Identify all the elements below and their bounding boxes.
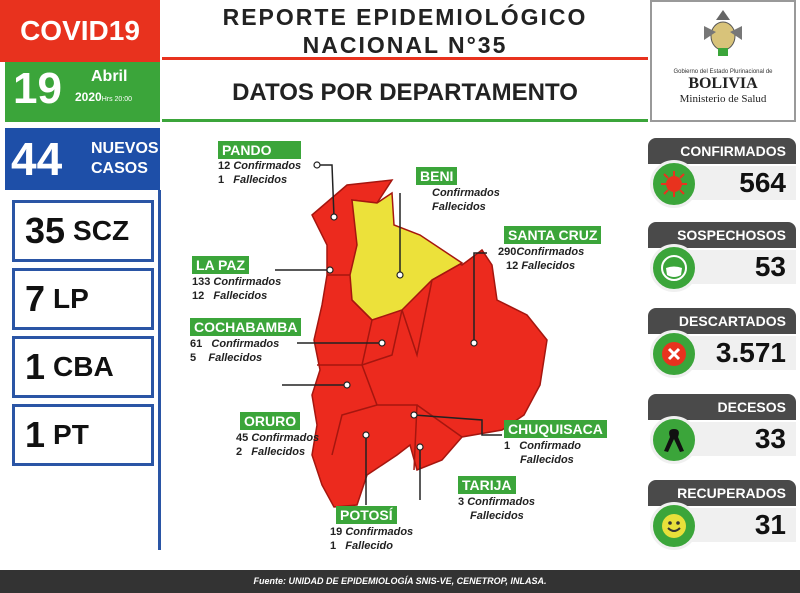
covid-label: COVID19 — [20, 15, 140, 46]
dept-name: POTOSÍ — [336, 506, 397, 524]
dept-name: COCHABAMBA — [190, 318, 301, 336]
dept-label-chuquisaca: CHUQUISACA 1 Confirmado Fallecidos — [504, 420, 607, 467]
date-day: 19 — [13, 64, 62, 113]
dept-case-box — [12, 200, 154, 262]
report-subtitle: DATOS POR DEPARTAMENTO — [162, 64, 648, 122]
stat-header-recovered: RECUPERADOS — [648, 480, 796, 506]
stat-value-deaths: 33 — [690, 422, 796, 456]
stat-header-deaths: DECESOS — [648, 394, 796, 420]
date-month: Abril — [91, 68, 128, 85]
title-line2: NACIONAL N°35 — [302, 32, 508, 58]
dept-case-code: SCZ — [73, 215, 130, 246]
dept-case-count: 1 — [25, 346, 46, 387]
dept-label-pando: PANDO 12 Confirmados 1 Fallecidos — [218, 142, 302, 186]
dept-case-count: 1 — [25, 414, 46, 455]
dept-case-code: LP — [53, 283, 89, 314]
logo-ministry: Ministerio de Salud — [679, 93, 767, 105]
leader-dot — [379, 340, 385, 346]
dept-name: PANDO — [218, 141, 301, 159]
virus-icon — [650, 160, 698, 208]
report-title — [162, 0, 648, 60]
logo-caption: Gobierno del Estado Plurinacional de — [673, 69, 773, 75]
dept-label-potosi: POTOSÍ 19 Confirmados 1 Fallecido — [330, 507, 414, 552]
leader-dot — [344, 382, 350, 388]
covid-banner — [0, 0, 160, 62]
title-line1: REPORTE EPIDEMIOLÓGICO — [222, 4, 588, 30]
stat-value-confirmed: 564 — [690, 166, 796, 200]
mourning-ribbon-icon — [650, 416, 698, 464]
smile-icon — [650, 502, 698, 550]
mask-face-icon — [650, 244, 698, 292]
dept-name: TARIJA — [458, 476, 516, 494]
leader-dot — [331, 214, 337, 220]
dept-name: LA PAZ — [192, 256, 249, 274]
dept-label-oruro: ORURO 45 Confirmados 2 Fallecidos — [236, 413, 320, 458]
leader-dot — [471, 340, 477, 346]
dept-case-code: PT — [53, 419, 89, 450]
date-panel — [5, 62, 160, 122]
source-footer: Fuente: UNIDAD DE EPIDEMIOLOGÍA SNIS-VE, CENETROP, INLASA. — [0, 570, 800, 593]
dept-case-count: 7 — [25, 278, 46, 319]
dept-case-box — [12, 268, 154, 330]
dept-label-santacruz: SANTA CRUZ 290Confirmados 12 Fallecidos — [498, 226, 601, 273]
dept-name: CHUQUISACA — [504, 420, 607, 438]
date-year-hour: 2020Hrs 20:00 — [75, 90, 133, 104]
ministry-logo — [650, 0, 796, 122]
stat-value-suspected: 53 — [690, 250, 796, 284]
dept-name: SANTA CRUZ — [504, 226, 601, 244]
leader-dot — [314, 162, 320, 168]
x-circle-icon — [650, 330, 698, 378]
new-cases-label2: CASOS — [91, 160, 148, 177]
leader-dot — [411, 412, 417, 418]
stat-header-confirmed: CONFIRMADOS — [648, 138, 796, 164]
dept-label-lapaz: LA PAZ 133 Confirmados 12 Fallecidos — [192, 257, 282, 302]
leader-dot — [327, 267, 333, 273]
stat-header-suspected: SOSPECHOSOS — [648, 222, 796, 248]
leader-dot — [363, 432, 369, 438]
dept-label-beni: BENI Confirmados Fallecidos — [416, 167, 500, 214]
dept-label-tarija: TARIJA 3 Confirmados Fallecidos — [458, 477, 536, 522]
dept-case-box — [12, 336, 154, 398]
new-cases-panel — [5, 128, 160, 190]
dept-label-cochabamba: COCHABAMBA 61 Confirmados 5 Fallecidos — [190, 318, 301, 365]
divider-line — [158, 190, 161, 550]
stat-value-discarded: 3.571 — [690, 336, 796, 370]
dept-name: ORURO — [240, 412, 300, 430]
leader-dot — [417, 444, 423, 450]
stat-value-recovered: 31 — [690, 508, 796, 542]
leader-dot — [397, 272, 403, 278]
dept-case-count: 35 — [25, 210, 66, 251]
dept-case-code: CBA — [53, 351, 114, 382]
new-cases-label1: NUEVOS — [91, 140, 159, 157]
logo-country: BOLIVIA — [688, 75, 758, 92]
new-cases-count: 44 — [11, 133, 63, 185]
stat-header-discarded: DESCARTADOS — [648, 308, 796, 334]
dept-name: BENI — [416, 167, 457, 185]
dept-case-box — [12, 404, 154, 466]
coat-of-arms-icon — [698, 6, 748, 60]
